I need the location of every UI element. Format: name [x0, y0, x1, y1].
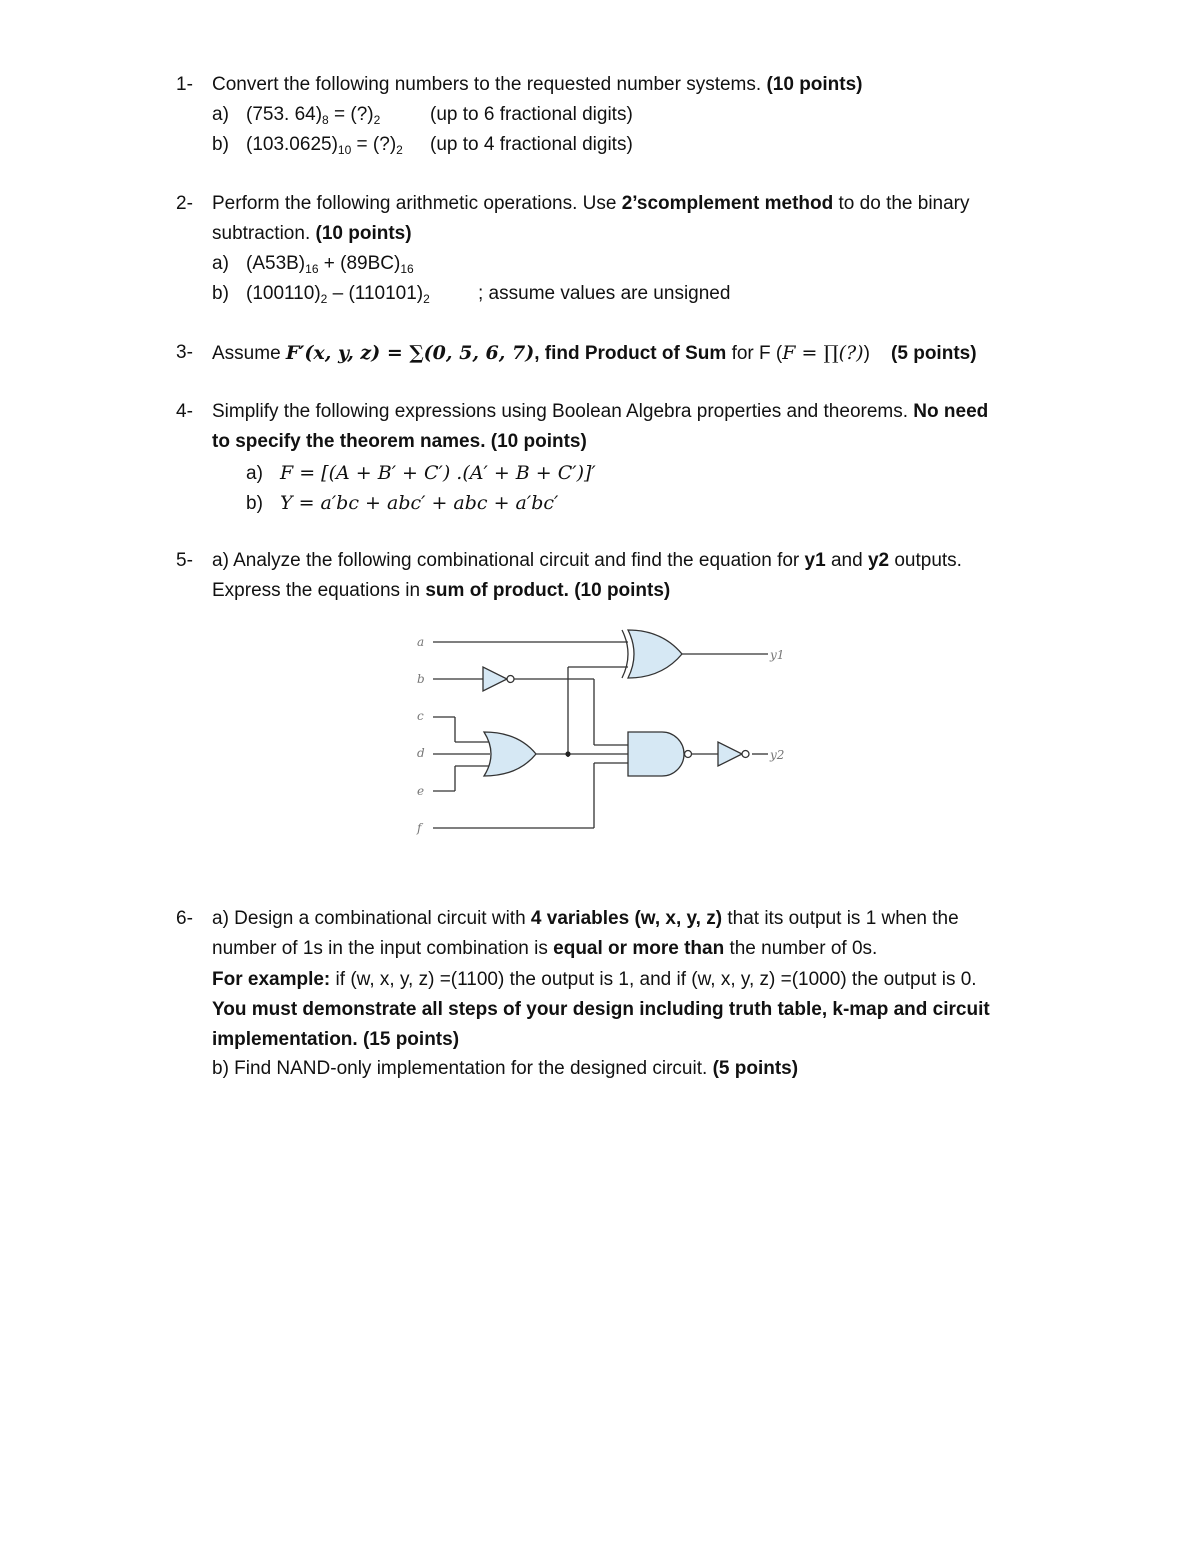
q4-text-line2: to specify the theorem names. (10 points): [212, 431, 587, 452]
input-label-b: b: [417, 672, 425, 686]
q4-text: Simplify the following expressions using Boolean Algebra properties and theorems. No need: [212, 401, 989, 422]
nand-gate: [628, 732, 692, 776]
q6-requirement-line2: implementation. (15 points): [212, 1029, 460, 1050]
q1-number: 1-: [176, 74, 193, 95]
q1-part-a: a) (753. $64)_8$ = $(?)_2$ (up to 6 fractional digits): [212, 104, 633, 127]
q3-text: Assume F′(x, y, z) = ∑(0, 5, 6, 7), find Product of Sum for F (F = ∏(?)) (5 points): [212, 342, 977, 364]
input-label-f: f: [417, 821, 422, 835]
not-gate-output: [718, 742, 749, 766]
q5-number: 5-: [176, 550, 193, 571]
q6-requirement: You must demonstrate all steps of your design including truth table, k-map and circuit: [212, 999, 990, 1020]
not-gate-b: [483, 667, 514, 691]
q2-part-a: a) $(A53B)_{16} + (89BC)_{16}$: [212, 253, 414, 276]
q1-part-b: b) $(103.0625)_{10}$ = $(?)_2$ (up to 4 fractional digits): [212, 134, 633, 157]
q3-number: 3-: [176, 342, 193, 363]
q1-text: Convert the following numbers to the requested number systems. (10 points): [212, 74, 863, 95]
q4-part-b: b) Y = a′bc + abc′ + abc + a′bc′: [246, 492, 559, 514]
q2-text: Perform the following arithmetic operations. Use 2’scomplement method to do the binary: [212, 193, 970, 214]
q4-number: 4-: [176, 401, 193, 422]
or-gate-cde: [484, 732, 536, 776]
junction-dot: [565, 751, 570, 756]
q6-text-line1: a) Design a combinational circuit with 4 variables (w, x, y, z) that its output is 1 when the: [212, 908, 959, 929]
input-label-e: e: [417, 784, 425, 798]
q6-part-b: b) Find NAND-only implementation for the designed circuit. (5 points): [212, 1058, 799, 1079]
q6-text-line2: number of 1s in the input combination is equal or more than the number of 0s.: [212, 938, 878, 959]
xor-gate: [622, 630, 682, 678]
output-label-y1: y1: [770, 648, 785, 662]
q4-part-a: a) F = [(A + B′ + C′) .(A′ + B + C′)]′: [246, 462, 596, 484]
input-label-c: c: [417, 709, 424, 723]
q2-part-b: b) $(100110)_2 - (110101)_2$ ; assume values are unsigned: [212, 283, 731, 306]
q5-text: a) Analyze the following combinational circuit and find the equation for y1 and y2 outputs.: [212, 550, 962, 571]
input-label-a: a: [417, 635, 425, 649]
q2-number: 2-: [176, 193, 193, 214]
q6-example: For example: if (w, x, y, z) =(1100) the output is 1, and if (w, x, y, z) =(1000) the output is 0.: [212, 969, 977, 990]
input-label-d: d: [417, 746, 425, 760]
output-label-y2: y2: [770, 748, 785, 762]
q2-text-line2: subtraction. (10 points): [212, 223, 412, 244]
q5-text-line2: Express the equations in sum of product. (10 points): [212, 580, 671, 601]
logic-circuit-diagram: [400, 620, 800, 840]
q6-number: 6-: [176, 908, 193, 929]
